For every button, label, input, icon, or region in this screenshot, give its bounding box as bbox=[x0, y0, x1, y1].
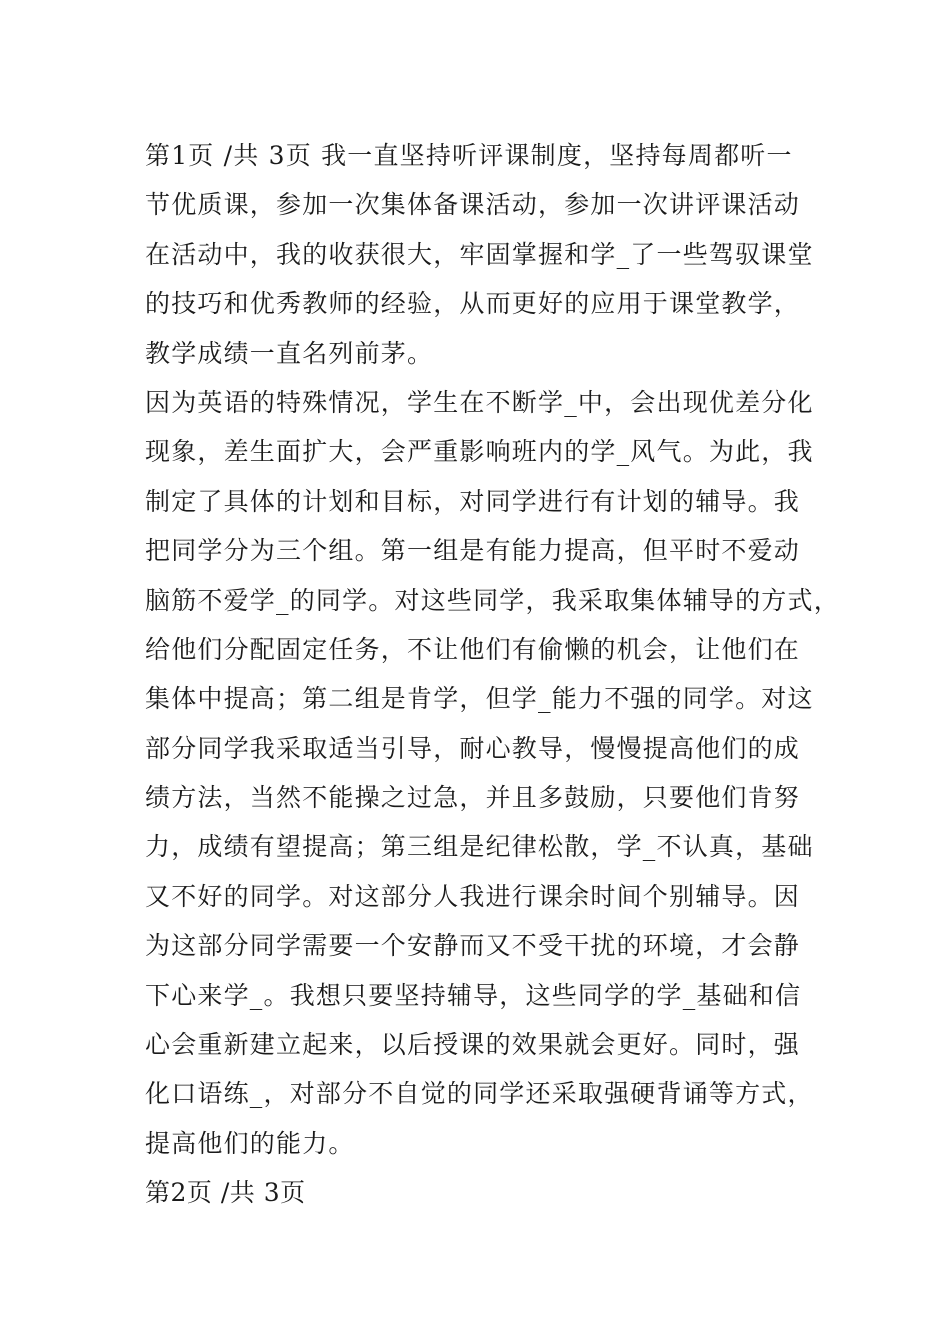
text-line: 现象，差生面扩大，会严重影响班内的学_风气。为此，我 bbox=[145, 437, 814, 467]
text-line: 教学成绩一直名列前茅。 bbox=[145, 338, 434, 368]
text-line: 绩方法，当然不能操之过急，并且多鼓励，只要他们肯努 bbox=[145, 783, 801, 813]
text-line: 给他们分配固定任务，不让他们有偷懒的机会，让他们在 bbox=[145, 634, 801, 664]
text-line: 提高他们的能力。 bbox=[145, 1128, 355, 1158]
text-line: 化口语练_，对部分不自觉的同学还采取强硬背诵等方式， bbox=[145, 1079, 814, 1109]
text-line: 心会重新建立起来，以后授课的效果就会更好。同时，强 bbox=[145, 1030, 801, 1060]
text-line: 力，成绩有望提高；第三组是纪律松散，学_不认真，基础 bbox=[145, 832, 814, 862]
text-line: 在活动中，我的收获很大，牢固掌握和学_了一些驾驭课堂 bbox=[145, 239, 814, 269]
text-line: 又不好的同学。对这部分人我进行课余时间个别辅导。因 bbox=[145, 881, 801, 911]
text-line: 的技巧和优秀教师的经验，从而更好的应用于课堂教学， bbox=[145, 289, 801, 319]
text-line: 为这部分同学需要一个安静而又不受干扰的环境，才会静 bbox=[145, 931, 801, 961]
text-line: 节优质课，参加一次集体备课活动，参加一次讲评课活动 bbox=[145, 190, 801, 220]
text-line: 下心来学_。我想只要坚持辅导，这些同学的学_基础和信 bbox=[145, 980, 802, 1010]
text-line: 集体中提高；第二组是肯学，但学_能力不强的同学。对这 bbox=[145, 684, 814, 714]
text-line: 部分同学我采取适当引导，耐心教导，慢慢提高他们的成 bbox=[145, 733, 801, 763]
text-line: 把同学分为三个组。第一组是有能力提高，但平时不爱动 bbox=[145, 536, 801, 566]
text-line: 因为英语的特殊情况，学生在不断学_中，会出现优差分化 bbox=[145, 387, 814, 417]
text-line: 脑筋不爱学_的同学。对这些同学，我采取集体辅导的方式， bbox=[145, 585, 840, 615]
text-line: 第1页 /共 3页 我一直坚持听评课制度，坚持每周都听一 bbox=[145, 141, 793, 170]
page-number-footer: 第2页 /共 3页 bbox=[145, 1178, 306, 1208]
text-line: 制定了具体的计划和目标，对同学进行有计划的辅导。我 bbox=[145, 486, 801, 516]
document-page bbox=[145, 131, 840, 1218]
